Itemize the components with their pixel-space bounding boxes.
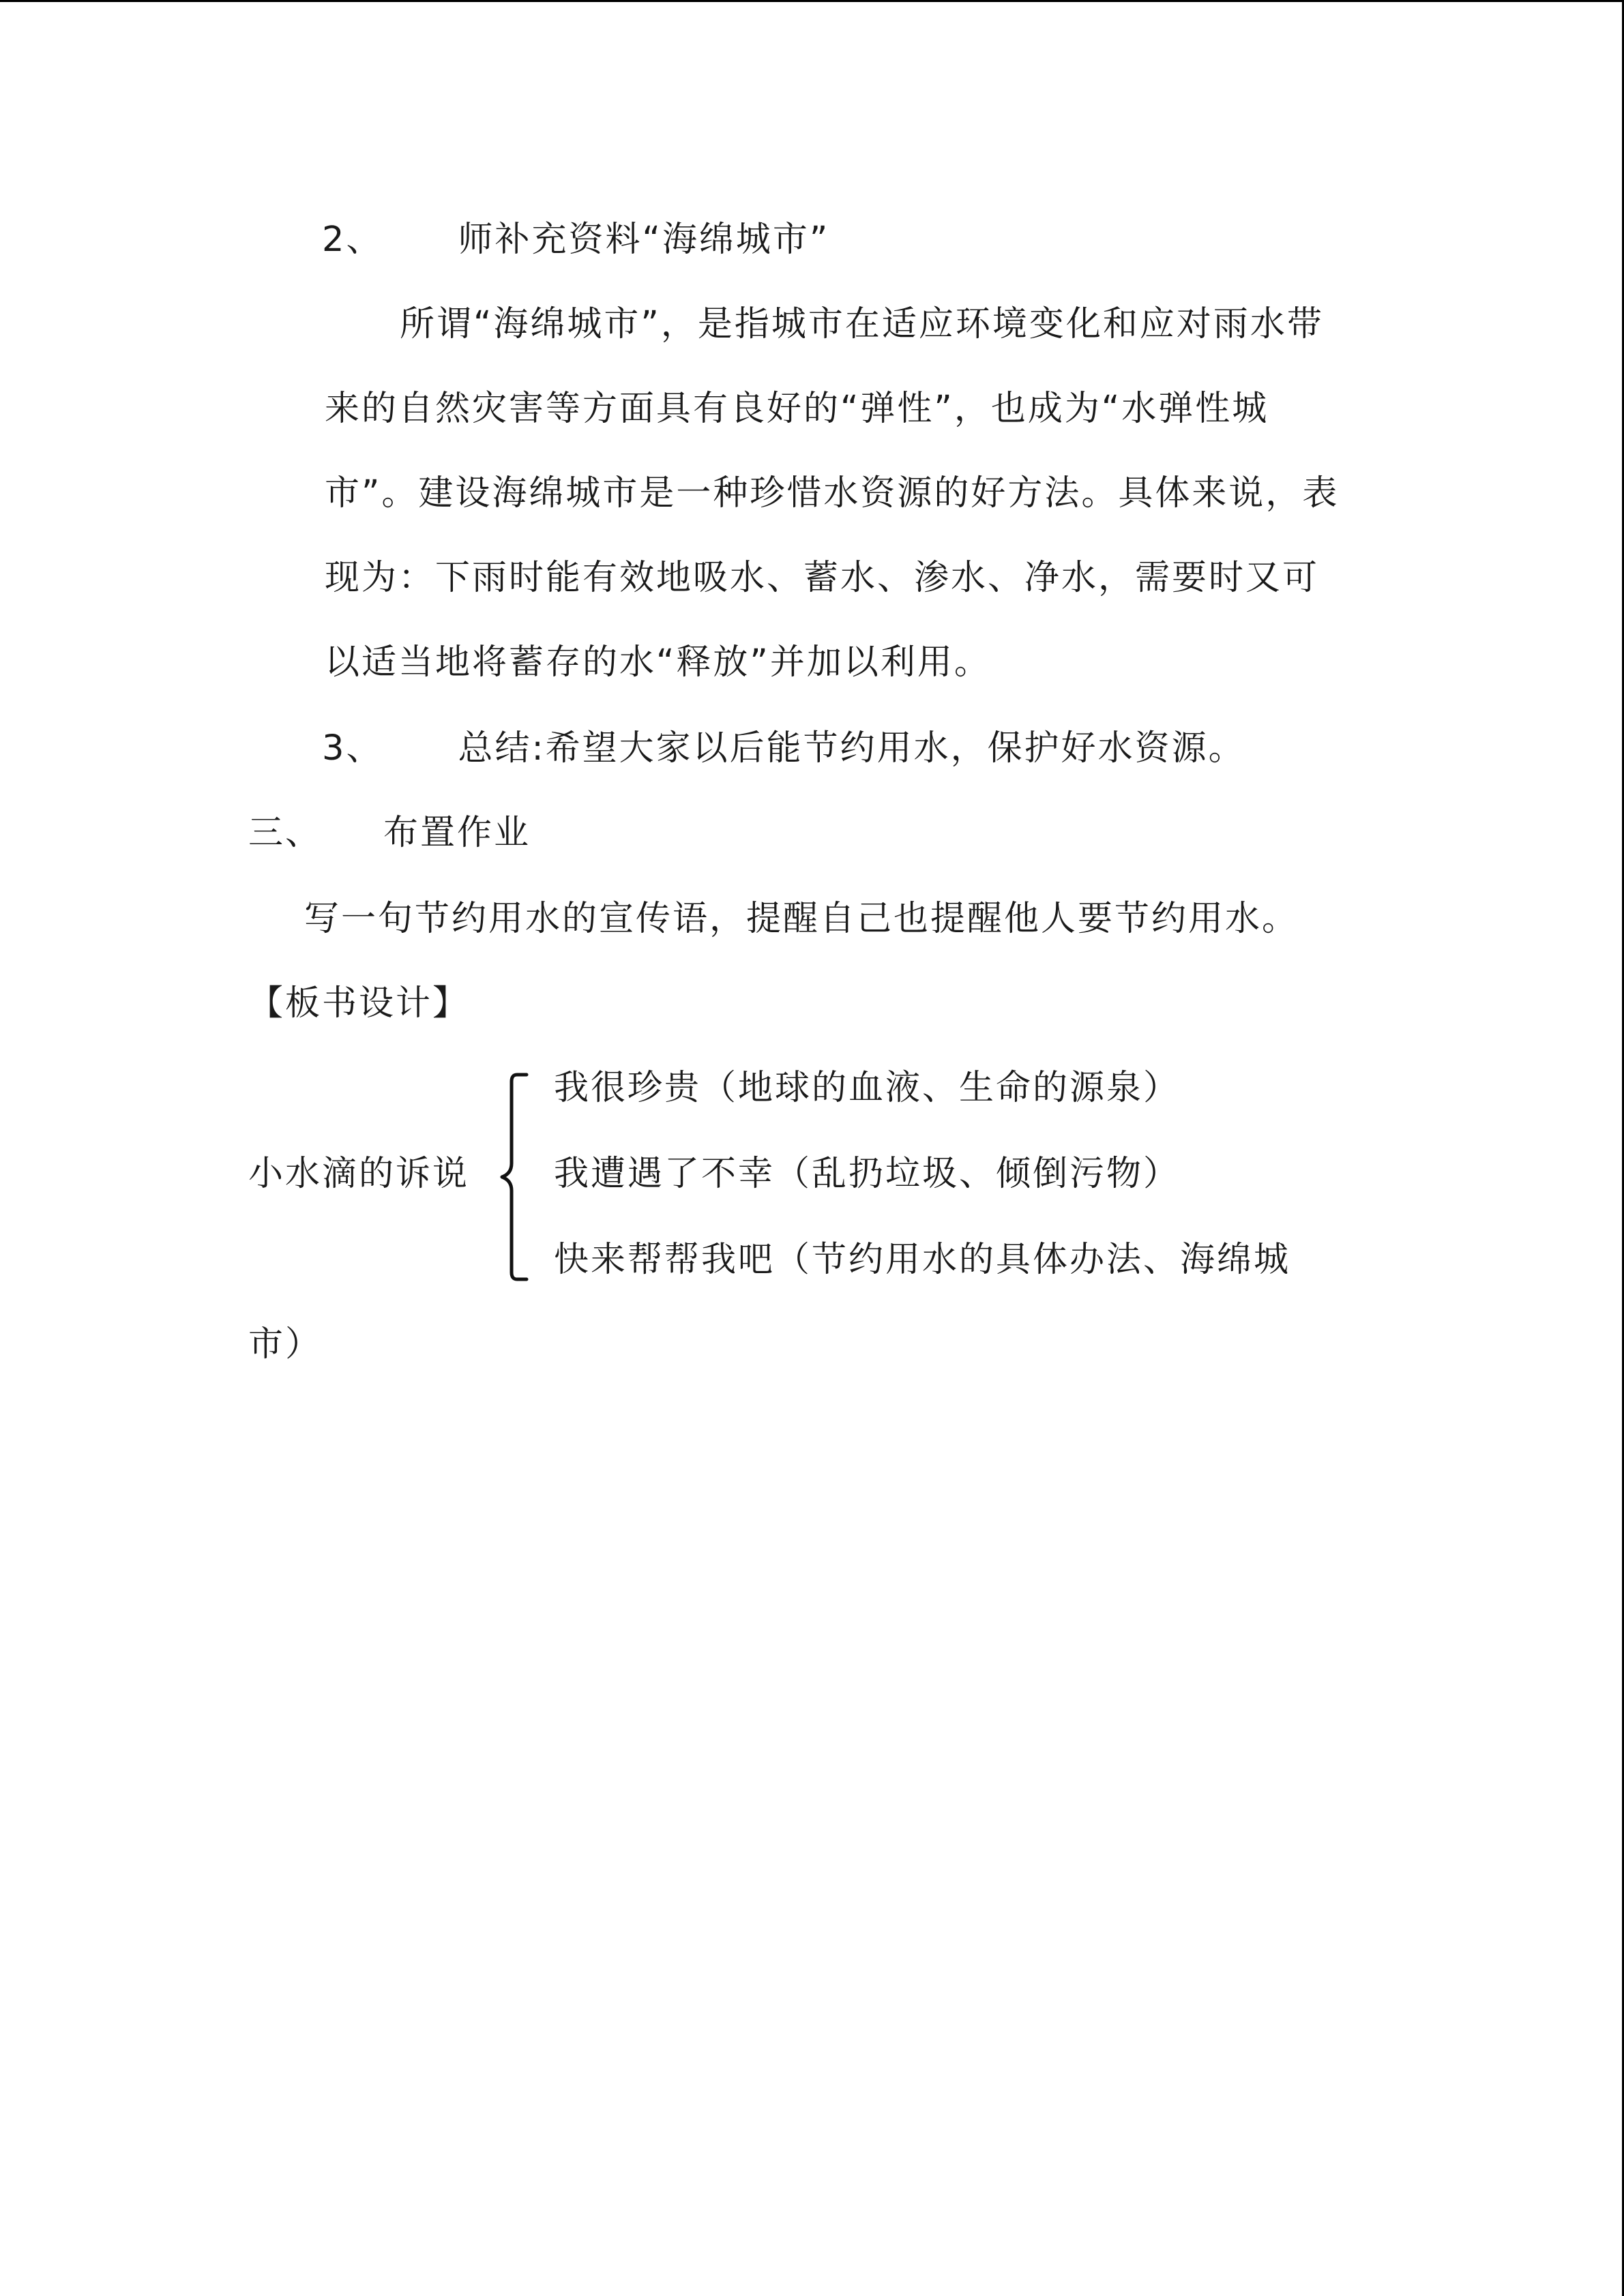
- list-item-2: [322, 220, 829, 260]
- list-item-text: 师补充资料“海绵城市”: [458, 220, 830, 260]
- section-heading-3: [248, 813, 531, 854]
- list-item-number: 2、: [322, 220, 383, 260]
- board-design-heading: 【板书设计】: [248, 983, 470, 1024]
- paragraph-line-2: 来的自然灾害等方面具有良好的“弹性”，也成为“水弹性城: [325, 389, 1269, 429]
- section-title: 布置作业: [383, 813, 531, 853]
- homework-text: 写一句节约用水的宣传语，提醒自己也提醒他人要节约用水。: [304, 899, 1299, 939]
- paragraph-line-4: 现为：下雨时能有效地吸水、蓄水、渗水、净水，需要时又可: [325, 558, 1320, 598]
- paragraph-line-3: 市”。建设海绵城市是一种珍惜水资源的好方法。具体来说，表: [325, 473, 1340, 513]
- page-border-top: [0, 0, 1624, 2]
- list-item-number: 3、: [322, 728, 383, 769]
- paragraph-line-5: 以适当地将蓄存的水“释放”并加以利用。: [325, 642, 991, 683]
- curly-brace-icon: [490, 1068, 531, 1286]
- board-branch-3-overflow: 市）: [248, 1324, 323, 1365]
- list-item-3: [322, 728, 1245, 769]
- paragraph-line-1: 所谓“海绵城市”，是指城市在适应环境变化和应对雨水带: [400, 304, 1324, 344]
- board-root: 小水滴的诉说: [248, 1154, 470, 1194]
- board-branch-2: 我遭遇了不幸（乱扔垃圾、倾倒污物）: [554, 1154, 1181, 1194]
- section-number: 三、: [248, 813, 323, 853]
- board-branch-1: 我很珍贵（地球的血液、生命的源泉）: [554, 1068, 1181, 1108]
- list-item-text: 总结:希望大家以后能节约用水，保护好水资源。: [458, 728, 1245, 769]
- board-branch-3: 快来帮帮我吧（节约用水的具体办法、海绵城: [554, 1240, 1291, 1280]
